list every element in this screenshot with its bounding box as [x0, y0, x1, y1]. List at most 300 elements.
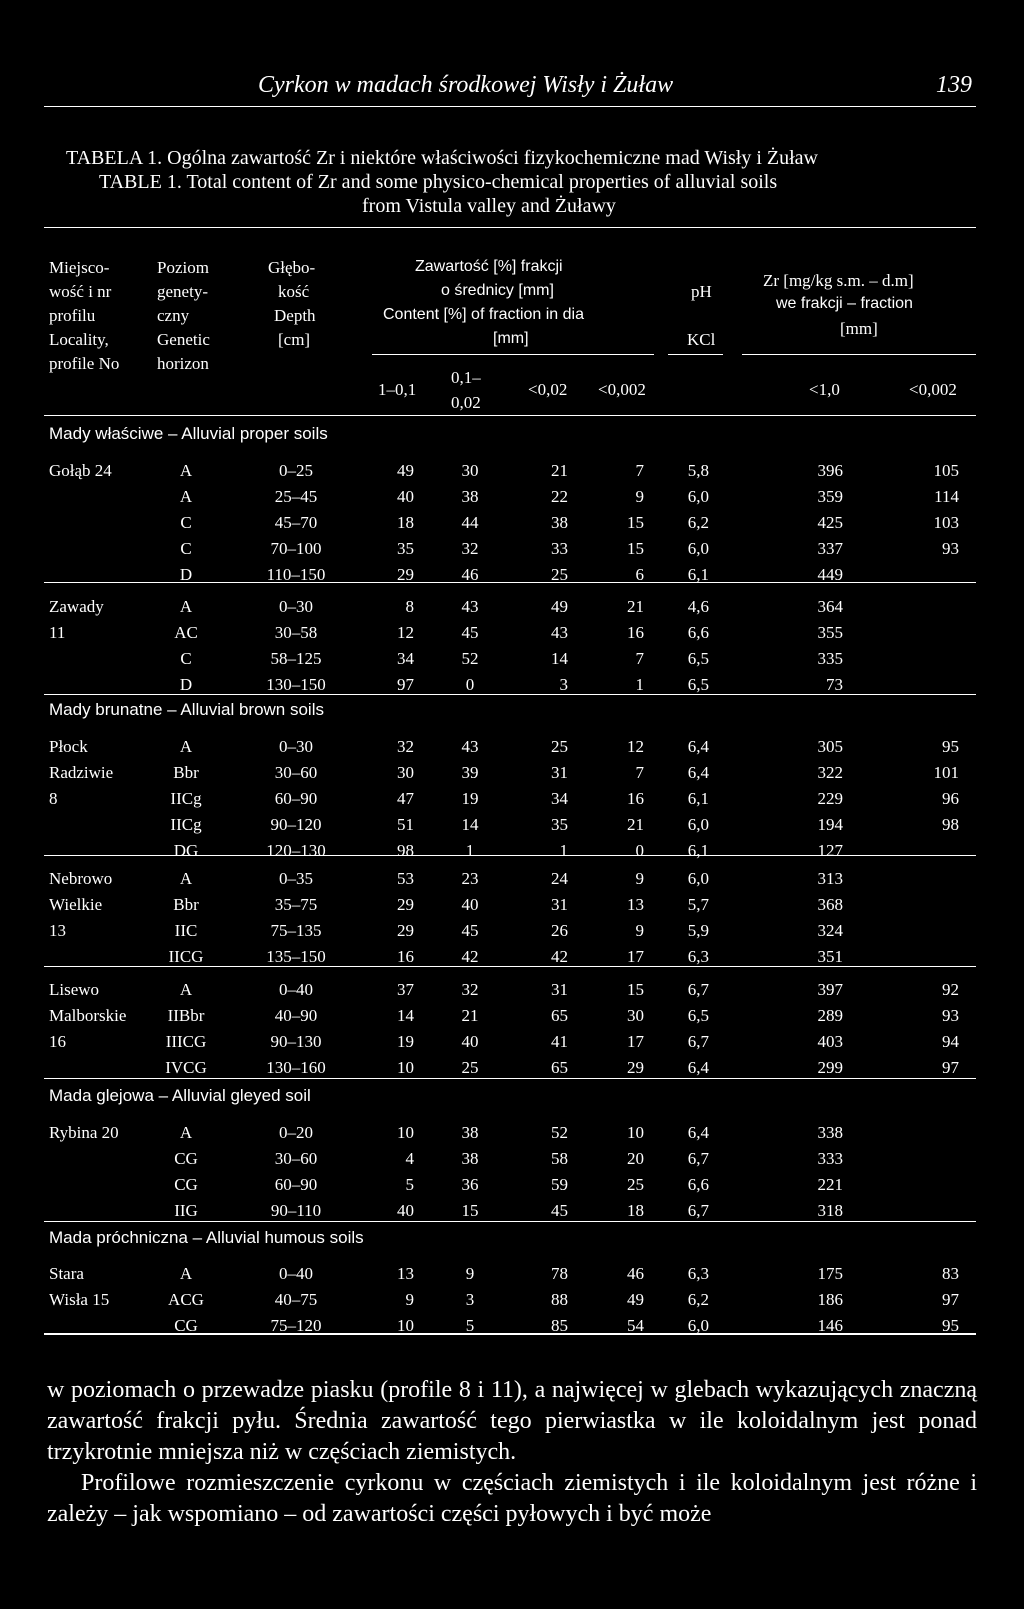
- table-top-rule: [44, 227, 976, 228]
- cell-zr-lt-1: 289: [817, 1006, 843, 1025]
- cell-fraction-1-0.1: 16: [397, 947, 414, 966]
- cell-depth: 0–20: [279, 1123, 313, 1142]
- cell-fraction-0.1-0.02: 38: [461, 1123, 479, 1142]
- cell-fraction-1-0.1: 34: [397, 649, 414, 668]
- cell-fraction-0.1-0.02: 36: [461, 1175, 479, 1194]
- cell-fraction-lt-0.02: 45: [551, 1201, 568, 1220]
- cell-fraction-lt-0.02: 31: [551, 980, 568, 999]
- subheader-f3: <0,02: [528, 380, 568, 399]
- cell-locality: Zawady: [49, 597, 104, 616]
- cell-fraction-lt-0.02: 65: [551, 1058, 568, 1077]
- cell-fraction-0.1-0.02: 21: [461, 1006, 479, 1025]
- table-row: [0, 1059, 1024, 1085]
- cell-horizon: IIICG: [165, 1032, 207, 1051]
- subheader-f2-top: 0,1–: [451, 368, 481, 387]
- cell-depth: 45–70: [274, 513, 318, 532]
- cell-horizon: D: [179, 675, 193, 694]
- header-locality-line: profile No: [49, 354, 120, 373]
- cell-depth: 90–130: [270, 1032, 322, 1051]
- cell-ph: 6,7: [687, 1149, 709, 1168]
- cell-fraction-lt-0.02: 43: [551, 623, 568, 642]
- cell-zr-lt-0.002: 93: [942, 1006, 959, 1025]
- cell-fraction-0.1-0.02: 19: [461, 789, 479, 808]
- header-depth-line: Depth: [274, 306, 316, 325]
- cell-zr-lt-1: 355: [817, 623, 843, 642]
- cell-fraction-lt-0.002: 15: [627, 513, 644, 532]
- header-zr-line: [mm]: [840, 319, 878, 338]
- cell-fraction-lt-0.002: 49: [627, 1290, 644, 1309]
- cell-fraction-lt-0.002: 0: [635, 841, 644, 860]
- cell-zr-lt-1: 175: [817, 1264, 843, 1283]
- cell-zr-lt-0.002: 94: [942, 1032, 959, 1051]
- cell-fraction-lt-0.02: 58: [551, 1149, 568, 1168]
- cell-fraction-lt-0.02: 78: [551, 1264, 568, 1283]
- cell-fraction-0.1-0.02: 45: [461, 623, 479, 642]
- table-row: [0, 738, 1024, 764]
- cell-horizon: A: [179, 461, 193, 480]
- cell-fraction-1-0.1: 8: [405, 597, 414, 616]
- cell-fraction-0.1-0.02: 3: [465, 1290, 475, 1309]
- cell-fraction-1-0.1: 14: [397, 1006, 414, 1025]
- cell-fraction-lt-0.002: 46: [627, 1264, 644, 1283]
- cell-horizon: DG: [173, 841, 199, 860]
- cell-depth: 120–130: [266, 841, 326, 860]
- cell-ph: 6,5: [687, 675, 709, 694]
- cell-ph: 5,7: [687, 895, 709, 914]
- cell-depth: 0–25: [279, 461, 313, 480]
- cell-fraction-1-0.1: 53: [397, 869, 414, 888]
- cell-locality: Wisła 15: [49, 1290, 110, 1309]
- cell-fraction-lt-0.002: 20: [627, 1149, 644, 1168]
- cell-fraction-lt-0.002: 15: [627, 980, 644, 999]
- cell-ph: 5,9: [687, 921, 709, 940]
- cell-fraction-0.1-0.02: 43: [461, 597, 479, 616]
- cell-horizon: C: [180, 539, 192, 558]
- cell-zr-lt-0.002: 114: [934, 487, 959, 506]
- header-fraction-line: o średnicy [mm]: [441, 282, 554, 299]
- cell-fraction-lt-0.002: 17: [627, 947, 644, 966]
- cell-depth: 90–120: [270, 815, 322, 834]
- cell-horizon: IICG: [168, 947, 204, 966]
- cell-fraction-1-0.1: 97: [397, 675, 414, 694]
- cell-fraction-0.1-0.02: 52: [461, 649, 479, 668]
- cell-ph: 6,1: [687, 789, 709, 808]
- cell-fraction-lt-0.002: 17: [627, 1032, 644, 1051]
- header-fraction-line: Content [%] of fraction in dia: [383, 306, 584, 323]
- cell-fraction-0.1-0.02: 25: [461, 1058, 479, 1077]
- cell-fraction-1-0.1: 29: [397, 565, 414, 584]
- cell-fraction-lt-0.02: 85: [551, 1316, 568, 1335]
- header-ph: pH: [691, 282, 712, 301]
- cell-horizon: A: [179, 1264, 193, 1283]
- header-horizon-line: Poziom: [157, 258, 209, 277]
- cell-fraction-lt-0.002: 9: [635, 869, 644, 888]
- cell-locality: Stara: [49, 1264, 84, 1283]
- cell-zr-lt-0.002: 95: [942, 1316, 959, 1335]
- cell-fraction-1-0.1: 37: [397, 980, 414, 999]
- table-row: [0, 981, 1024, 1007]
- cell-depth: 130–160: [266, 1058, 326, 1077]
- cell-depth: 130–150: [266, 675, 326, 694]
- section-title: Mada próchniczna – Alluvial humous soils: [49, 1228, 364, 1247]
- cell-ph: 6,0: [687, 815, 709, 834]
- table-row: [0, 624, 1024, 650]
- cell-depth: 40–90: [274, 1006, 318, 1025]
- cell-fraction-lt-0.02: 1: [559, 841, 568, 860]
- cell-depth: 0–30: [279, 597, 313, 616]
- subheader-f2-bottom: 0,02: [451, 393, 481, 412]
- caption-en-line2: from Vistula valley and Żuławy: [362, 195, 616, 217]
- cell-ph: 6,3: [687, 947, 709, 966]
- cell-zr-lt-1: 229: [817, 789, 843, 808]
- cell-fraction-1-0.1: 9: [405, 1290, 414, 1309]
- cell-fraction-1-0.1: 19: [397, 1032, 414, 1051]
- cell-fraction-lt-0.02: 35: [551, 815, 568, 834]
- cell-depth: 40–75: [274, 1290, 318, 1309]
- table-row: [0, 870, 1024, 896]
- cell-fraction-0.1-0.02: 0: [465, 675, 475, 694]
- cell-depth: 75–135: [270, 921, 322, 940]
- cell-fraction-0.1-0.02: 23: [461, 869, 479, 888]
- cell-horizon: CG: [174, 1316, 198, 1335]
- table-row: [0, 676, 1024, 702]
- paragraph: Profilowe rozmieszczenie cyrkonu w częściach ziemistych i ile koloidalnym jest różne i zależy – jak wspomiano – od zawartości części pyłowych i być może: [47, 1470, 977, 1527]
- cell-ph: 5,8: [687, 461, 709, 480]
- cell-fraction-1-0.1: 12: [397, 623, 414, 642]
- cell-zr-lt-1: 73: [826, 675, 843, 694]
- cell-horizon: IVCG: [165, 1058, 207, 1077]
- cell-fraction-lt-0.02: 25: [551, 737, 568, 756]
- header-fraction-line: Zawartość [%] frakcji: [415, 258, 563, 275]
- cell-depth: 110–150: [266, 565, 326, 584]
- cell-horizon: C: [180, 513, 192, 532]
- cell-zr-lt-1: 368: [817, 895, 843, 914]
- cell-fraction-0.1-0.02: 43: [461, 737, 479, 756]
- cell-zr-lt-0.002: 95: [942, 737, 959, 756]
- cell-fraction-0.1-0.02: 9: [465, 1264, 475, 1283]
- cell-fraction-lt-0.002: 29: [627, 1058, 644, 1077]
- cell-ph: 6,0: [687, 487, 709, 506]
- cell-zr-lt-1: 322: [817, 763, 843, 782]
- cell-fraction-1-0.1: 49: [397, 461, 414, 480]
- cell-horizon: A: [179, 869, 193, 888]
- cell-zr-lt-1: 397: [817, 980, 843, 999]
- cell-ph: 6,3: [687, 1264, 709, 1283]
- cell-fraction-lt-0.002: 21: [627, 815, 644, 834]
- cell-fraction-lt-0.02: 33: [551, 539, 568, 558]
- header-zr-line: we frakcji – fraction: [776, 295, 913, 312]
- cell-fraction-0.1-0.02: 44: [461, 513, 479, 532]
- table-row: [0, 650, 1024, 676]
- fraction-rule: [372, 354, 654, 355]
- header-locality-line: Miejsco-: [49, 258, 110, 277]
- header-fraction-line: [mm]: [493, 330, 529, 347]
- caption-en-line1: TABLE 1. Total content of Zr and some physico-chemical properties of alluvial soils: [99, 171, 778, 193]
- table-row: [0, 1150, 1024, 1176]
- header-zr-line: Zr [mg/kg s.m. – d.m]: [763, 271, 914, 290]
- cell-fraction-lt-0.002: 7: [635, 649, 644, 668]
- cell-depth: 90–110: [270, 1201, 322, 1220]
- cell-horizon: IIC: [174, 921, 198, 940]
- subheader-zr2: <0,002: [909, 380, 957, 399]
- header-kcl: KCl: [687, 330, 716, 349]
- cell-horizon: IICg: [170, 789, 202, 808]
- cell-horizon: A: [179, 1123, 193, 1142]
- cell-horizon: AC: [174, 623, 198, 642]
- table-row: [0, 842, 1024, 868]
- cell-horizon: A: [179, 737, 193, 756]
- cell-fraction-0.1-0.02: 42: [461, 947, 479, 966]
- cell-horizon: CG: [174, 1149, 198, 1168]
- cell-zr-lt-0.002: 105: [933, 461, 959, 480]
- cell-zr-lt-1: 305: [817, 737, 843, 756]
- table-row: [0, 1176, 1024, 1202]
- cell-fraction-0.1-0.02: 40: [461, 1032, 479, 1051]
- cell-fraction-0.1-0.02: 45: [461, 921, 479, 940]
- cell-zr-lt-1: 403: [817, 1032, 843, 1051]
- cell-fraction-lt-0.02: 21: [551, 461, 568, 480]
- cell-zr-lt-1: 449: [817, 565, 843, 584]
- cell-locality: 11: [49, 623, 66, 642]
- running-title: Cyrkon w madach środkowej Wisły i Żuław: [258, 72, 674, 98]
- cell-fraction-lt-0.02: 22: [551, 487, 568, 506]
- cell-fraction-1-0.1: 5: [405, 1175, 414, 1194]
- table-row: [0, 1317, 1024, 1343]
- cell-zr-lt-0.002: 103: [933, 513, 959, 532]
- cell-zr-lt-1: 221: [817, 1175, 843, 1194]
- table-row: [0, 1124, 1024, 1150]
- cell-fraction-lt-0.002: 1: [635, 675, 644, 694]
- cell-depth: 0–40: [279, 980, 313, 999]
- cell-fraction-1-0.1: 32: [397, 737, 414, 756]
- cell-locality: Radziwie: [49, 763, 114, 782]
- cell-fraction-1-0.1: 98: [397, 841, 414, 860]
- cell-ph: 6,4: [687, 737, 709, 756]
- cell-fraction-1-0.1: 18: [397, 513, 414, 532]
- cell-fraction-1-0.1: 30: [397, 763, 414, 782]
- cell-fraction-0.1-0.02: 39: [461, 763, 479, 782]
- cell-fraction-0.1-0.02: 1: [465, 841, 475, 860]
- table-row: [0, 764, 1024, 790]
- cell-zr-lt-1: 396: [817, 461, 843, 480]
- cell-fraction-lt-0.02: 42: [551, 947, 568, 966]
- table-row: [0, 1291, 1024, 1317]
- cell-fraction-lt-0.02: 52: [551, 1123, 568, 1142]
- cell-fraction-lt-0.002: 10: [627, 1123, 644, 1142]
- paragraph: w poziomach o przewadze piasku (profile 8 i 11), a najwięcej w glebach wykazujących znaczną zawartość frakcji pyłu. Średnia zawartość tego pierwiastka w ile koloidalnym jest ponad trzykrotnie mniejsza niż w częściach ziemistych.: [47, 1377, 977, 1465]
- cell-fraction-1-0.1: 10: [397, 1316, 414, 1335]
- cell-zr-lt-1: 337: [817, 539, 843, 558]
- cell-depth: 35–75: [274, 895, 318, 914]
- cell-zr-lt-1: 335: [817, 649, 843, 668]
- cell-zr-lt-1: 146: [817, 1316, 843, 1335]
- cell-depth: 30–60: [274, 1149, 318, 1168]
- cell-ph: 6,4: [687, 1058, 709, 1077]
- cell-fraction-1-0.1: 10: [397, 1058, 414, 1077]
- cell-horizon: Bbr: [173, 895, 199, 914]
- cell-fraction-lt-0.002: 13: [627, 895, 644, 914]
- cell-fraction-lt-0.02: 24: [551, 869, 568, 888]
- cell-ph: 6,2: [687, 513, 709, 532]
- cell-horizon: IIBbr: [167, 1006, 205, 1025]
- cell-horizon: IICg: [170, 815, 202, 834]
- cell-fraction-lt-0.02: 3: [559, 675, 568, 694]
- cell-fraction-lt-0.002: 18: [627, 1201, 644, 1220]
- cell-depth: 30–58: [274, 623, 318, 642]
- header-depth-line: Głębo-: [268, 258, 316, 277]
- cell-fraction-0.1-0.02: 14: [461, 815, 479, 834]
- cell-depth: 60–90: [274, 789, 318, 808]
- cell-fraction-1-0.1: 51: [397, 815, 414, 834]
- table-row: [0, 1033, 1024, 1059]
- cell-zr-lt-1: 324: [817, 921, 843, 940]
- cell-fraction-lt-0.002: 7: [635, 763, 644, 782]
- zr-rule: [742, 354, 976, 355]
- cell-ph: 6,7: [687, 980, 709, 999]
- cell-fraction-lt-0.002: 15: [627, 539, 644, 558]
- cell-locality: Lisewo: [49, 980, 100, 999]
- cell-fraction-lt-0.02: 25: [551, 565, 568, 584]
- cell-zr-lt-0.002: 97: [942, 1058, 959, 1077]
- cell-locality: 16: [49, 1032, 66, 1051]
- cell-ph: 6,6: [687, 623, 709, 642]
- cell-horizon: Bbr: [173, 763, 199, 782]
- cell-zr-lt-1: 338: [817, 1123, 843, 1142]
- cell-zr-lt-1: 194: [817, 815, 843, 834]
- cell-zr-lt-0.002: 92: [942, 980, 959, 999]
- cell-horizon: A: [179, 487, 193, 506]
- cell-locality: 13: [49, 921, 66, 940]
- header-rule: [44, 106, 976, 107]
- cell-depth: 0–40: [279, 1264, 313, 1283]
- section-title: Mady brunatne – Alluvial brown soils: [49, 700, 324, 719]
- section-title: Mada glejowa – Alluvial gleyed soil: [49, 1086, 311, 1105]
- cell-depth: 58–125: [270, 649, 322, 668]
- header-horizon-line: Genetic: [157, 330, 210, 349]
- cell-ph: 6,0: [687, 1316, 709, 1335]
- header-depth-line: kość: [278, 282, 310, 301]
- cell-fraction-lt-0.002: 16: [627, 623, 644, 642]
- subheader-f1: 1–0,1: [378, 380, 417, 399]
- cell-fraction-1-0.1: 13: [397, 1264, 414, 1283]
- cell-fraction-lt-0.002: 54: [627, 1316, 644, 1335]
- cell-fraction-lt-0.002: 9: [635, 921, 644, 940]
- cell-fraction-lt-0.02: 88: [551, 1290, 568, 1309]
- header-locality-line: wość i nr: [49, 282, 112, 301]
- cell-zr-lt-0.002: 97: [942, 1290, 959, 1309]
- cell-ph: 6,4: [687, 763, 709, 782]
- cell-fraction-lt-0.02: 65: [551, 1006, 568, 1025]
- cell-zr-lt-0.002: 93: [942, 539, 959, 558]
- cell-zr-lt-0.002: 101: [933, 763, 959, 782]
- cell-fraction-lt-0.02: 38: [551, 513, 568, 532]
- header-horizon-line: horizon: [157, 354, 209, 373]
- cell-fraction-0.1-0.02: 32: [461, 539, 479, 558]
- cell-fraction-1-0.1: 35: [397, 539, 414, 558]
- cell-depth: 25–45: [274, 487, 318, 506]
- cell-fraction-0.1-0.02: 38: [461, 1149, 479, 1168]
- cell-ph: 6,5: [687, 649, 709, 668]
- header-horizon-line: czny: [157, 306, 190, 325]
- table-row: [0, 1202, 1024, 1228]
- cell-fraction-lt-0.02: 59: [551, 1175, 568, 1194]
- cell-locality: Nebrowo: [49, 869, 113, 888]
- cell-horizon: A: [179, 980, 193, 999]
- table-row: [0, 540, 1024, 566]
- cell-fraction-1-0.1: 4: [405, 1149, 414, 1168]
- cell-fraction-lt-0.002: 7: [635, 461, 644, 480]
- cell-ph: 6,7: [687, 1201, 709, 1220]
- cell-horizon: CG: [174, 1175, 198, 1194]
- cell-ph: 6,7: [687, 1032, 709, 1051]
- cell-fraction-lt-0.002: 25: [627, 1175, 644, 1194]
- cell-ph: 6,5: [687, 1006, 709, 1025]
- cell-locality: Wielkie: [49, 895, 103, 914]
- cell-fraction-0.1-0.02: 5: [465, 1316, 475, 1335]
- header-locality-line: profilu: [49, 306, 96, 325]
- table-row: [0, 896, 1024, 922]
- cell-ph: 6,0: [687, 869, 709, 888]
- table-row: [0, 922, 1024, 948]
- page-number: 139: [936, 72, 972, 98]
- cell-zr-lt-1: 313: [817, 869, 843, 888]
- header-depth-line: [cm]: [278, 330, 311, 349]
- header-locality-line: Locality,: [49, 330, 109, 349]
- table-row: [0, 1265, 1024, 1291]
- cell-horizon: ACG: [168, 1290, 204, 1309]
- cell-horizon: IIG: [174, 1201, 198, 1220]
- cell-fraction-lt-0.002: 12: [627, 737, 644, 756]
- cell-ph: 6,4: [687, 1123, 709, 1142]
- cell-depth: 75–120: [270, 1316, 322, 1335]
- cell-fraction-lt-0.02: 31: [551, 895, 568, 914]
- cell-fraction-lt-0.002: 21: [627, 597, 644, 616]
- cell-depth: 135–150: [266, 947, 326, 966]
- cell-fraction-1-0.1: 29: [397, 895, 414, 914]
- table-row: [0, 598, 1024, 624]
- table-row: [0, 462, 1024, 488]
- cell-zr-lt-0.002: 83: [942, 1264, 959, 1283]
- cell-fraction-lt-0.02: 31: [551, 763, 568, 782]
- cell-depth: 70–100: [270, 539, 322, 558]
- cell-zr-lt-1: 364: [817, 597, 843, 616]
- cell-fraction-lt-0.002: 16: [627, 789, 644, 808]
- cell-fraction-1-0.1: 29: [397, 921, 414, 940]
- subheader-f4: <0,002: [598, 380, 646, 399]
- cell-locality: Płock: [49, 737, 88, 756]
- cell-fraction-0.1-0.02: 40: [461, 895, 479, 914]
- table-row: [0, 566, 1024, 592]
- table-row: [0, 816, 1024, 842]
- cell-locality: 8: [49, 789, 58, 808]
- cell-zr-lt-1: 127: [817, 841, 843, 860]
- cell-fraction-lt-0.02: 34: [551, 789, 568, 808]
- cell-fraction-1-0.1: 40: [397, 487, 414, 506]
- table-row: [0, 948, 1024, 974]
- cell-fraction-0.1-0.02: 15: [461, 1201, 479, 1220]
- cell-fraction-1-0.1: 47: [397, 789, 414, 808]
- cell-depth: 0–30: [279, 737, 313, 756]
- cell-fraction-1-0.1: 10: [397, 1123, 414, 1142]
- table-row: [0, 790, 1024, 816]
- cell-depth: 0–35: [279, 869, 313, 888]
- subheader-zr1: <1,0: [809, 380, 840, 399]
- ph-rule: [668, 354, 723, 355]
- cell-fraction-lt-0.02: 26: [551, 921, 568, 940]
- cell-fraction-0.1-0.02: 32: [461, 980, 479, 999]
- cell-ph: 6,0: [687, 539, 709, 558]
- section-title: Mady właściwe – Alluvial proper soils: [49, 424, 328, 443]
